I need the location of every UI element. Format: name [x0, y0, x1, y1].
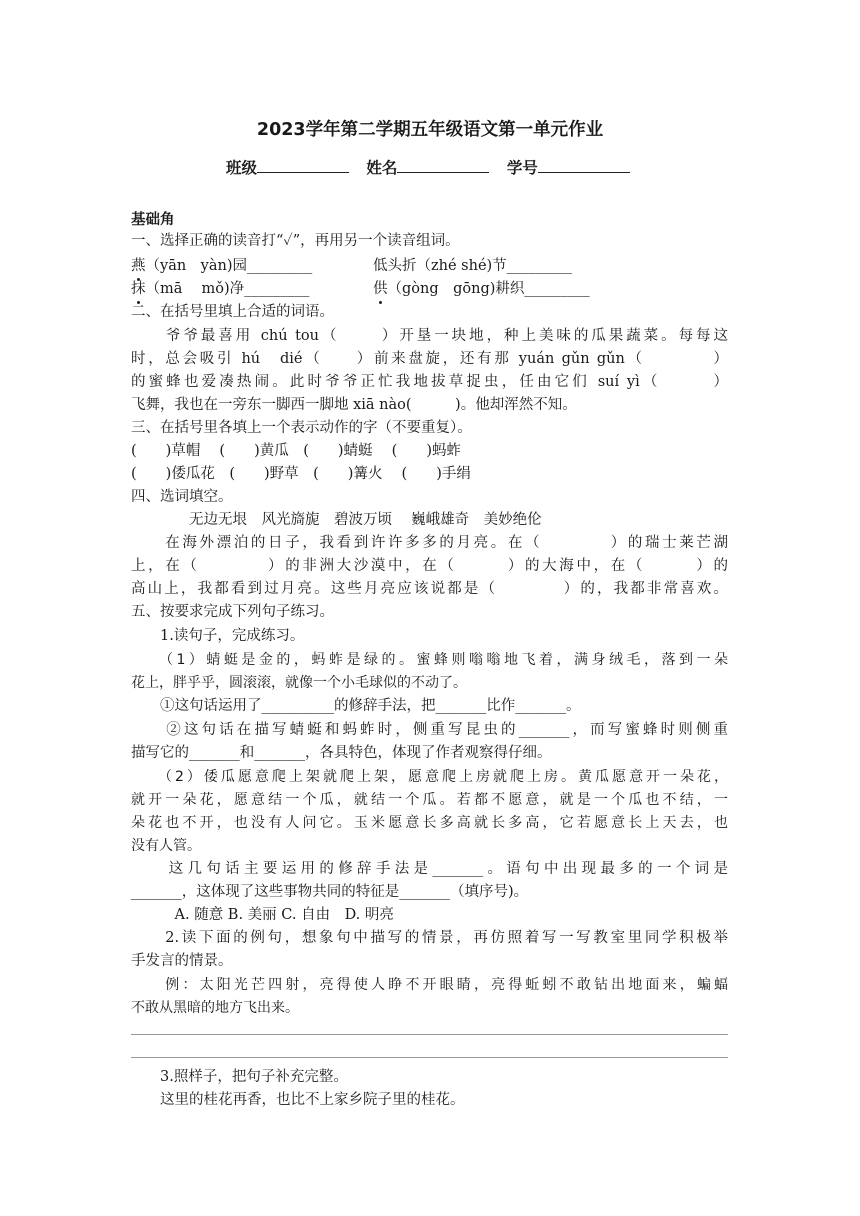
q5-p1-question2: 描写它的_______和_______，各具特色，体现了作者观察得仔细。: [131, 745, 552, 761]
q1-char-gong: 供: [373, 281, 388, 297]
q5-passage2: 没有人管。: [131, 838, 201, 854]
q5-p2-question: _______，这体现了这些事物共同的特征是_______（填序号)。: [131, 884, 529, 900]
q4-word-bank: 无边无垠 风光旖旎 碧波万顷 巍峨雄奇 美妙绝伦: [131, 512, 542, 528]
q1-char-mo: 抹: [131, 281, 146, 297]
q5-passage2: 朵花也不开，也没有人问它。玉米愿意长多高就长多高，它若愿意长上天去，也: [131, 815, 728, 831]
q2-line: 飞舞，我也在一旁东一脚西一脚地 xiā nào( )。他却浑然不知。: [131, 397, 577, 413]
q1-row1a-text: （yān yàn)园_________: [145, 258, 313, 274]
q1-row2b: [373, 279, 590, 299]
q1-row1b: 低头折（zhé shé)节_________: [373, 258, 572, 274]
q4-line: 上，在（ ）的非洲大沙漠中，在（ ）的大海中，在（ ）的: [131, 558, 728, 574]
id-label: 学号: [506, 159, 538, 177]
q5-passage2: （2）倭瓜愿意爬上架就爬上架，愿意爬上房就爬上房。黄瓜愿意开一朵花，: [131, 769, 728, 785]
q4-line: 高山上，我都看到过月亮。这些月亮应该说都是（ ）的，我都非常喜欢。: [131, 581, 728, 597]
name-blank[interactable]: [397, 156, 489, 173]
q5-p2-question: 这几句话主要运用的修辞手法是_______。语句中出现最多的一个词是: [131, 861, 728, 877]
q5-sub2: 手发言的情景。: [131, 953, 233, 969]
q2-line: 的蜜蜂也爱凑热闹。此时爷爷正忙我地拔草捉虫，任由它们 suí yì（ ）: [131, 374, 728, 390]
q1-char-yan: 燕: [131, 258, 146, 274]
q5-options: A. 随意 B. 美丽 C. 自由 D. 明亮: [131, 907, 394, 923]
q5-p1-question2: ②这句话在描写蜻蜓和蚂蚱时，侧重写昆虫的_______，而写蜜蜂时则侧重: [131, 722, 728, 738]
q2-line: 爷爷最喜用 chú tou（ ）开垦一块地，种上美味的瓜果蔬菜。每每这: [131, 328, 728, 344]
name-label: 姓名: [366, 159, 398, 177]
q5-passage2: 就开一朵花，愿意结一个瓜，就结一个瓜。若都不愿意，就是一个瓜也不结，一: [131, 792, 728, 808]
q5-example: 不敢从黑暗的地方飞出来。: [131, 1000, 299, 1016]
id-blank[interactable]: [538, 156, 630, 173]
q3-row: ( )倭瓜花 ( )野草 ( )篝火 ( )手绢: [131, 466, 471, 482]
q2-line: 时，总会吸引 hú dié（ ）前来盘旋，还有那 yuán gǔn gǔn（ ）: [131, 351, 728, 367]
q1-row2a-text: （mā mǒ)净_________: [145, 281, 310, 297]
answer-line[interactable]: [131, 1034, 728, 1035]
q2-prompt: 二、在括号里填上合适的词语。: [131, 304, 334, 320]
q3-prompt: 三、在括号里各填上一个表示动作的字（不要重复）。: [131, 420, 472, 436]
page-title: 2023学年第二学期五年级语文第一单元作业: [256, 120, 604, 140]
class-blank[interactable]: [257, 156, 349, 173]
q5-passage1: （1）蜻蜓是金的，蚂蚱是绿的。蜜蜂则嗡嗡地飞着，满身绒毛，落到一朵: [131, 652, 728, 668]
class-label: 班级: [226, 159, 258, 177]
q4-line: 在海外漂泊的日子，我看到许许多多的月亮。在（ ）的瑞士莱芒湖: [131, 535, 728, 551]
q3-row: ( )草帽 ( )黄瓜 ( )蜻蜓 ( )蚂蚱: [131, 443, 461, 459]
q5-passage1: 花上，胖乎乎，圆滚滚，就像一个小毛球似的不动了。: [131, 675, 467, 691]
q5-sub3-line: 这里的桂花再香，也比不上家乡院子里的桂花。: [131, 1092, 465, 1108]
q1-row1a: [131, 256, 312, 276]
q5-example: 例：太阳光芒四射，亮得使人睁不开眼睛，亮得蚯蚓不敢钻出地面来，蝙蝠: [131, 977, 728, 993]
q1-row2b-text: （gòng gōng)耕织_________: [387, 281, 590, 297]
q1-prompt: 一、选择正确的读音打“✓”，再用另一个读音组词。: [131, 233, 460, 249]
q5-sub1: 1.读句子，完成练习。: [131, 628, 305, 644]
q5-sub2: 2.读下面的例句，想象句中描写的情景，再仿照着写一写教室里同学积极举: [131, 930, 728, 946]
section-heading: 基础角: [131, 212, 175, 228]
q5-p1-question1: ①这句话运用了__________的修辞手法，把_______比作_______。: [131, 698, 581, 714]
q1-row2a: [131, 279, 309, 299]
q5-prompt: 五、按要求完成下列句子练习。: [131, 604, 334, 620]
answer-line[interactable]: [131, 1057, 728, 1058]
q5-sub3: 3.照样子，把句子补充完整。: [131, 1069, 348, 1085]
q4-prompt: 四、选词填空。: [131, 489, 233, 505]
student-info-fields: [226, 156, 642, 178]
